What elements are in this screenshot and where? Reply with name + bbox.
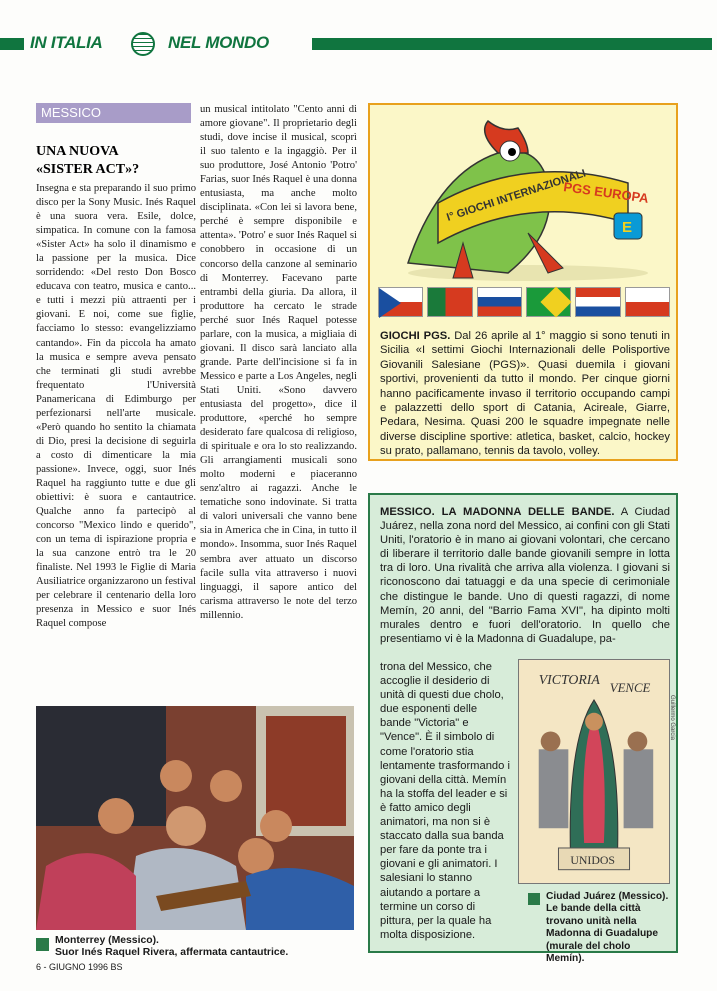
flag-croatia — [575, 287, 620, 317]
madonna-body: A Ciudad Juárez, nella zona nord del Messico, ai confini con gli Stati Uniti, l'oratorio è in mano ai giovani volontari, che cercano di liberare il territorio dalle bande giovanili sempre in lotta tra di loro. Una rivalità che arriva alla violenza. I giovani si riconoscono dai tatuaggi e da una specie di cerimoniale che distingue le bande. Uno di questi ragazzi, di nome Memín, 20 anni, del "Barrio Fama XVI", ha dipinto molti murales dentro e fuori dell'oratorio. In quello che presentiamo vi è la Madonna di Guadalupe, pa- — [380, 506, 670, 645]
article-column-1: Insegna e sta preparando il suo primo disco per la Sony Music. Inés Raquel è una suora vera. Esile, dolce, simpatica. In comune con la famosa «Sister Act» ha solo il dinamismo e la passione per la musica. Dice sorridendo: «Del resto Don Bosco educava con teatro, musica e canto... e tutti i mezzi più attraenti per i giovani. E noi, come sue figlie, facciamo lo stesso: evangelizziamo cantando». Fin da piccola ha amato la musica e sempre aveva pensato che terminati gli studi avrebbe frequentato l'Università Panamericana di Edimburgo per perfezionarsi nell'arte musicale. «Però quando ho sentito la chiamata di Dio, presi la decisione di seguirla a costo di dimenticare la mia passione». Invece, oggi, suor Inés Raquel ha raggiunto tutte e due gli obiettivi: è suora e cantautrice. Qualche anno fa partecipò al concorso "Mexico lindo e querido", con un tema di ispirazione propria e la sua canzone entrò tra le 20 finaliste. Nel 1993 le Figlie di Maria Ausiliatrice organizzarono un festival per celebrare il centenario della loro presenza in Messico e suor Inés Raquel compose — [36, 183, 196, 630]
singer-photo — [36, 706, 354, 930]
pgs-banner-letter: E — [622, 219, 633, 236]
madonna-title: MESSICO. LA MADONNA DELLE BANDE. — [380, 506, 615, 518]
pgs-banner-right-text: PGS EUROPA — [562, 179, 650, 206]
mural-word-2: VENCE — [609, 681, 651, 696]
header-bar-left — [0, 38, 24, 50]
header-bar-right — [312, 38, 712, 50]
header-title-left: IN ITALIA — [30, 33, 103, 52]
madonna-text — [380, 505, 670, 646]
photo-credit: Guillermo Garcia — [669, 695, 675, 741]
madonna-text-continued: trona del Messico, che accoglie il desiderio di unità di questi due cholo, due esponenti delle bande "Victoria" e "Vence". È il simbolo di come l'oratorio stia lentamente trasformando i giovani della città. Memín ha la stoffa del leader e si è fatto amico degli animatori, ma non si è staccato dalla sua banda per fare da ponte tra i giovani e gli animatori. I salesiani lo stanno aiutando a portare a termine un corso di pittura, per la quale ha molta disposizione. — [380, 661, 510, 941]
caption-marker-square — [528, 893, 540, 905]
section-label: MESSICO — [36, 103, 191, 123]
page-header — [0, 33, 717, 52]
flag-slovakia — [477, 287, 522, 317]
mural-caption: Ciudad Juárez (Messico). Le bande della città trovano unità nella Madonna di Guadalupe (murale del cholo Memín). — [546, 891, 669, 965]
photo-caption — [55, 935, 355, 960]
pgs-text — [380, 329, 670, 459]
photo-caption-line1: Monterrey (Messico). — [55, 935, 159, 946]
mural-word-1: VICTORIA — [538, 672, 600, 688]
caption-marker-square — [36, 938, 49, 951]
pgs-title: GIOCHI PGS. — [380, 330, 451, 342]
headline-line2: «SISTER ACT»? — [36, 162, 140, 177]
flag-brazil — [526, 287, 571, 317]
pgs-banner-left-text: I° GIOCHI INTERNAZIONALI — [445, 167, 588, 224]
page-footer: 6 - GIUGNO 1996 BS — [36, 962, 123, 972]
photo-caption-line2: Suor Inés Raquel Rivera, affermata cantautrice. — [55, 947, 289, 959]
flag-poland — [625, 287, 670, 317]
pgs-mascot-illustration — [378, 113, 668, 283]
flags-row — [378, 287, 670, 319]
article-column-2: un musical intitolato "Cento anni di amore giovane". Il proprietario degli studi, dove incise il musical, scoprì il suo talento e la ingaggiò. Per il suo produttore, José Antonio 'Potro' Farias, suor Inés Raquel è una donna entusiasta, ma anche molto disciplinata. «Con lei si lavora bene, perché è sempre disponibile e attenta». 'Potro' e suor Inés Raquel si conobbero in occasione di un concorso della canzone al seminario di Monterrey. Facevano parte entrambi della giuria. Da allora, il produttore ha cercato le strade perché suor Inés Raquel potesse parlare, con la musica, a migliaia di giovani. Il disco sarà lanciato alla grande. Parte dell'incisione si fa in Messico e parte a Los Angeles, negli Stati Uniti. «Sono davvero entusiasta del progetto», dice il produttore, «perché ho sempre desiderato fare qualcosa di religioso, di spirituale e ora lo sto realizzando. Gli arrangiamenti musicali sono molto moderni e piaceranno senz'altro ai ragazzi. Anche le tematiche sono indovinate. Si tratta di valori universali che vanno bene sia in America che in Cina, in tutto il mondo». Insomma, suor Inés Raquel sembra aver attuato un discorso facile sulla vita attraverso i nuovi linguaggi, il sapore antico del carisma attraverso le note del terzo millennio. — [200, 104, 357, 621]
pgs-box — [368, 103, 678, 461]
madonna-box — [368, 493, 678, 965]
pgs-body: Dal 26 aprile al 1° maggio si sono tenuti in Sicilia «I settimi Giochi Internazionali delle Polisportive Giovanili Salesiane (PGS)». Quasi duemila i giovani sportivi, provenienti da tutto il mondo. Per cinque giorni hanno pacificamente invaso il territorio occupando campi e palazzetti dello sport di Catania, Acireale, Giarre, Pedara, Nesima. Quasi 200 le squadre impegnate nelle diverse discipline sportive: atletica, basket, calcio, hockey su prato, pallamano, tennis da tavolo, volley. — [380, 330, 671, 458]
flag-portugal — [427, 287, 472, 317]
header-title-right: NEL MONDO — [168, 33, 269, 52]
globe-icon — [131, 32, 155, 56]
article-headline — [36, 143, 196, 179]
flag-czech — [378, 287, 423, 317]
mural-image — [518, 659, 670, 884]
headline-line1: UNA NUOVA — [36, 144, 119, 159]
mural-word-3: UNIDOS — [570, 852, 616, 867]
